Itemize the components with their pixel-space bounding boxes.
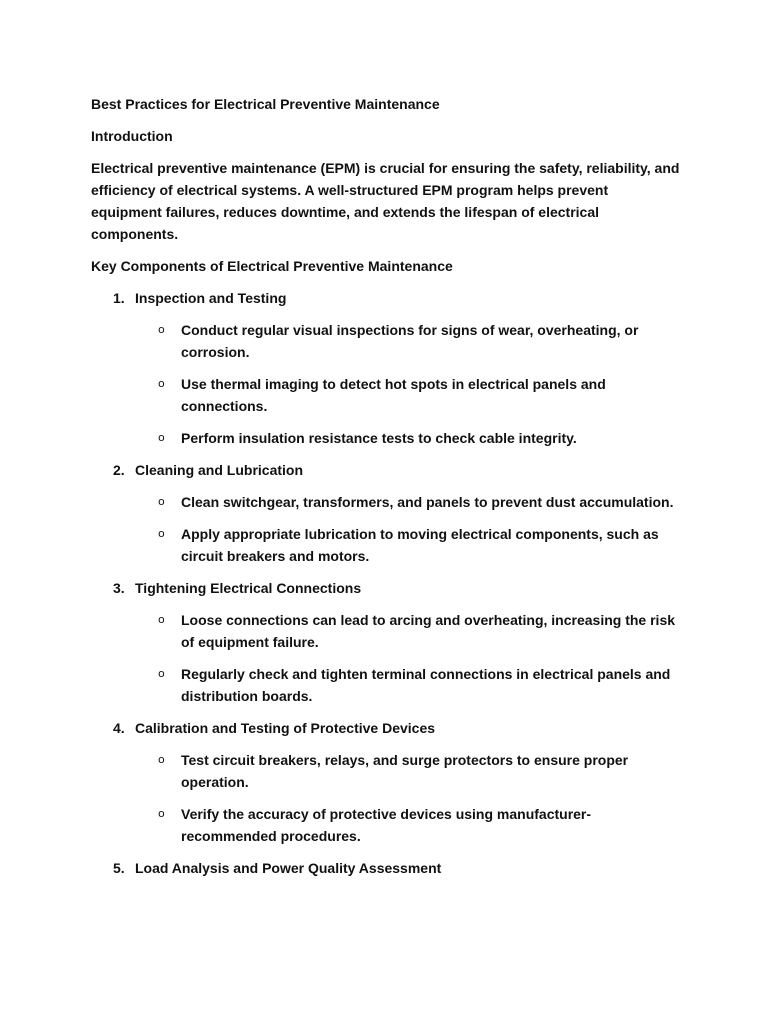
bullet-icon: o [158,377,165,390]
bullet-list [91,609,681,707]
section-heading [91,287,681,309]
section-heading [91,459,681,481]
components-heading: Key Components of Electrical Preventive Maintenance [91,258,453,274]
intro-paragraph: Electrical preventive maintenance (EPM) is crucial for ensuring the safety, reliability, and efficiency of electrical systems. A well-structured EPM program helps prevent equipment failures, reduces downtime, and extends the lifespan of electrical components. [91,160,680,242]
section-heading [91,717,681,739]
section-title: Inspection and Testing [135,290,287,306]
bullet-text: Clean switchgear, transformers, and panels to prevent dust accumulation. [181,494,674,510]
bullet-text: Conduct regular visual inspections for signs of wear, overheating, or corrosion. [181,322,639,360]
list-item [91,459,681,567]
bullet-icon: o [158,753,165,766]
bullet-text: Test circuit breakers, relays, and surge protectors to ensure proper operation. [181,752,629,790]
section-title: Tightening Electrical Connections [135,580,362,596]
bullet-icon: o [158,667,165,680]
bullet-icon: o [158,527,165,540]
bullet-text: Use thermal imaging to detect hot spots in electrical panels and connections. [181,376,606,414]
bullet-list [91,749,681,847]
bullet-text: Apply appropriate lubrication to moving electrical components, such as circuit breakers and motors. [181,526,659,564]
bullet-item [91,609,681,653]
bullet-icon: o [158,431,165,444]
bullet-item [91,749,681,793]
section-title: Load Analysis and Power Quality Assessment [135,860,442,876]
section-number: 2. [113,462,125,478]
components-list [91,287,681,879]
list-item [91,857,681,879]
bullet-text: Loose connections can lead to arcing and overheating, increasing the risk of equipment failure. [181,612,676,650]
bullet-item [91,427,681,449]
bullet-item [91,663,681,707]
section-number: 1. [113,290,125,306]
section-title: Calibration and Testing of Protective Devices [135,720,436,736]
list-item [91,287,681,449]
section-number: 5. [113,860,125,876]
bullet-list [91,491,681,567]
list-item [91,577,681,707]
intro-heading: Introduction [91,128,173,144]
bullet-text: Regularly check and tighten terminal connections in electrical panels and distribution boards. [181,666,671,704]
section-number: 3. [113,580,125,596]
bullet-item [91,523,681,567]
bullet-item [91,373,681,417]
bullet-text: Perform insulation resistance tests to check cable integrity. [181,430,577,446]
bullet-item [91,319,681,363]
bullet-icon: o [158,613,165,626]
section-number: 4. [113,720,125,736]
bullet-icon: o [158,807,165,820]
document-title: Best Practices for Electrical Preventive Maintenance [91,96,440,112]
list-item [91,717,681,847]
bullet-icon: o [158,323,165,336]
document-content [91,93,681,889]
bullet-text: Verify the accuracy of protective devices using manufacturer-recommended procedures. [181,806,592,844]
bullet-item [91,803,681,847]
section-heading [91,857,681,879]
bullet-list [91,319,681,449]
bullet-icon: o [158,495,165,508]
section-heading [91,577,681,599]
section-title: Cleaning and Lubrication [135,462,304,478]
bullet-item [91,491,681,513]
